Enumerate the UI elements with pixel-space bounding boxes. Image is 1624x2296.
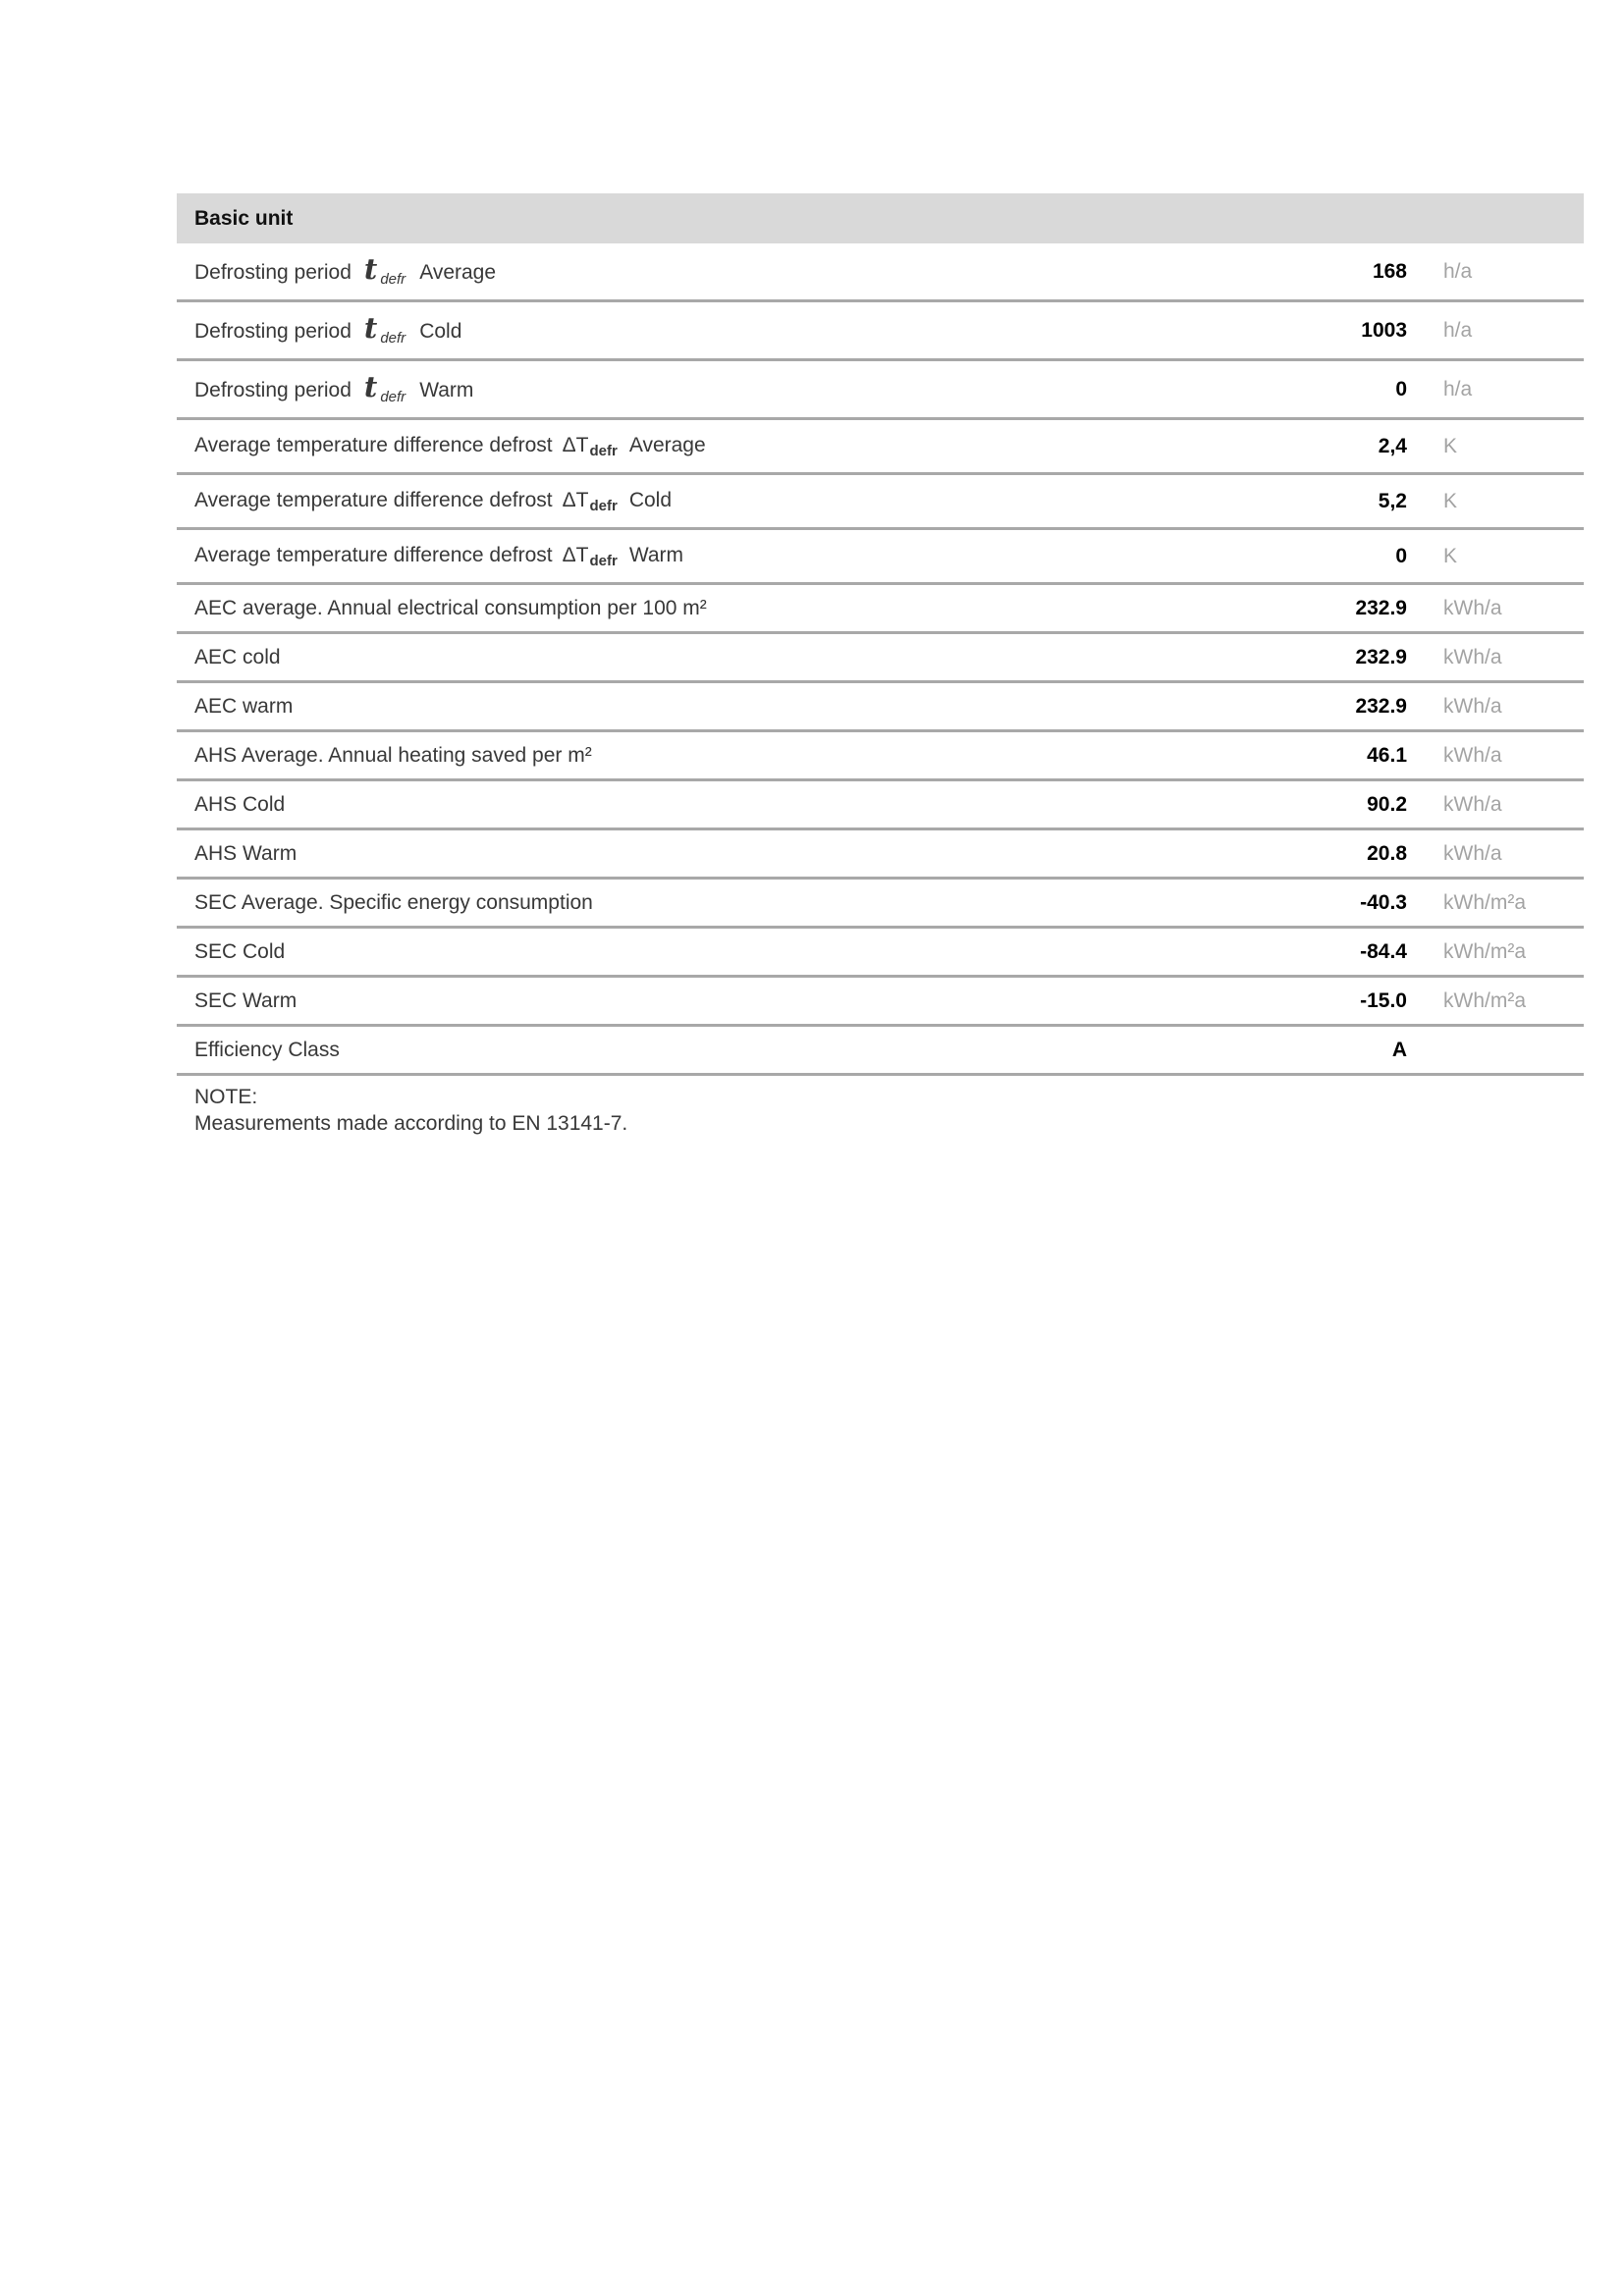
note-title: NOTE: [194,1086,258,1108]
row-value: 232.9 [1355,596,1407,619]
table-row [177,530,1584,585]
row-label [177,646,1255,669]
row-label [177,370,1255,405]
table-row [177,585,1584,634]
row-unit: kWh/m²a [1443,890,1526,914]
row-label-text: SEC Average. Specific energy consumption [194,890,593,914]
row-label-text: SEC Cold [194,939,286,963]
row-unit: h/a [1443,259,1473,283]
row-value: 232.9 [1355,694,1407,718]
row-unit: K [1443,434,1458,457]
table-row [177,781,1584,830]
symbol-subscript: defr [380,389,406,405]
symbol-main: t [363,311,378,345]
row-value: 5,2 [1378,489,1407,512]
row-label-variant: Average [628,433,706,456]
row-label [177,434,1255,459]
row-unit: kWh/a [1443,792,1502,816]
row-label-text: Average temperature difference defrost [194,433,553,456]
row-unit: kWh/a [1443,743,1502,767]
row-label-variant: Warm [419,379,474,401]
spec-table-rows [177,243,1584,1076]
row-label [177,940,1255,964]
table-row [177,420,1584,475]
row-label-text: AEC average. Annual electrical consumption per 100 m² [194,596,707,619]
row-symbol [562,543,618,569]
symbol-subscript: defr [589,552,618,569]
row-label [177,793,1255,817]
spec-sheet [177,193,1584,1137]
row-label [177,252,1255,288]
row-label-text: AEC warm [194,694,294,718]
row-label-variant: Average [419,261,497,284]
row-label-text: AHS Cold [194,792,286,816]
row-label-text: Defrosting period [194,320,352,343]
row-label [177,989,1255,1013]
table-section-header [177,193,1584,243]
row-label [177,1039,1255,1062]
table-row [177,830,1584,880]
row-symbol [562,433,618,459]
row-label [177,311,1255,347]
row-value: 232.9 [1355,645,1407,668]
row-value: 20.8 [1367,841,1407,865]
table-row [177,880,1584,929]
row-value: 0 [1395,377,1407,400]
table-row [177,929,1584,978]
row-unit: h/a [1443,377,1473,400]
row-label [177,544,1255,569]
row-symbol [363,252,406,288]
row-unit: kWh/a [1443,596,1502,619]
row-label-variant: Warm [628,543,684,566]
row-value: -15.0 [1360,988,1407,1012]
row-label-text: SEC Warm [194,988,298,1012]
table-section-title: Basic unit [194,206,294,230]
table-row [177,302,1584,361]
row-label [177,842,1255,866]
symbol-main: t [363,252,378,286]
symbol-main: ΔT [562,543,589,566]
row-label [177,891,1255,915]
row-label [177,489,1255,514]
table-row [177,1027,1584,1076]
row-value: -84.4 [1360,939,1407,963]
table-row [177,475,1584,530]
row-label-text: Defrosting period [194,379,352,401]
note-block [177,1084,1584,1137]
row-unit: kWh/m²a [1443,939,1526,963]
symbol-subscript: defr [380,271,406,288]
row-symbol [363,311,406,347]
symbol-subscript: defr [589,442,618,459]
row-value: -40.3 [1360,890,1407,914]
row-label-variant: Cold [419,320,462,343]
table-row [177,243,1584,302]
row-label-text: Efficiency Class [194,1038,340,1061]
row-unit: K [1443,489,1458,512]
table-row [177,634,1584,683]
row-value: A [1391,1038,1407,1061]
table-row [177,978,1584,1027]
row-unit: K [1443,544,1458,567]
row-label-text: AEC cold [194,645,281,668]
row-symbol [562,488,618,514]
row-value: 168 [1372,259,1407,283]
row-label-text: Average temperature difference defrost [194,488,553,511]
table-row [177,683,1584,732]
note-text: Measurements made according to EN 13141-7. [194,1112,628,1135]
symbol-main: ΔT [562,433,589,456]
row-value: 46.1 [1367,743,1407,767]
symbol-subscript: defr [380,330,406,347]
row-label-text: Average temperature difference defrost [194,543,553,566]
row-unit: kWh/a [1443,841,1502,865]
symbol-main: ΔT [562,488,589,511]
row-label-text: Defrosting period [194,261,352,284]
row-label-text: AHS Warm [194,841,298,865]
row-value: 2,4 [1378,434,1407,457]
row-value: 90.2 [1367,792,1407,816]
row-label [177,744,1255,768]
row-symbol [363,370,406,405]
row-label-text: AHS Average. Annual heating saved per m² [194,743,592,767]
row-unit: h/a [1443,318,1473,342]
row-unit: kWh/m²a [1443,988,1526,1012]
row-label-variant: Cold [628,488,673,511]
symbol-main: t [363,370,378,403]
row-unit: kWh/a [1443,694,1502,718]
symbol-subscript: defr [589,497,618,514]
row-value: 0 [1395,544,1407,567]
row-label [177,597,1255,620]
table-row [177,732,1584,781]
row-label [177,695,1255,719]
table-row [177,361,1584,420]
row-unit: kWh/a [1443,645,1502,668]
row-value: 1003 [1361,318,1407,342]
